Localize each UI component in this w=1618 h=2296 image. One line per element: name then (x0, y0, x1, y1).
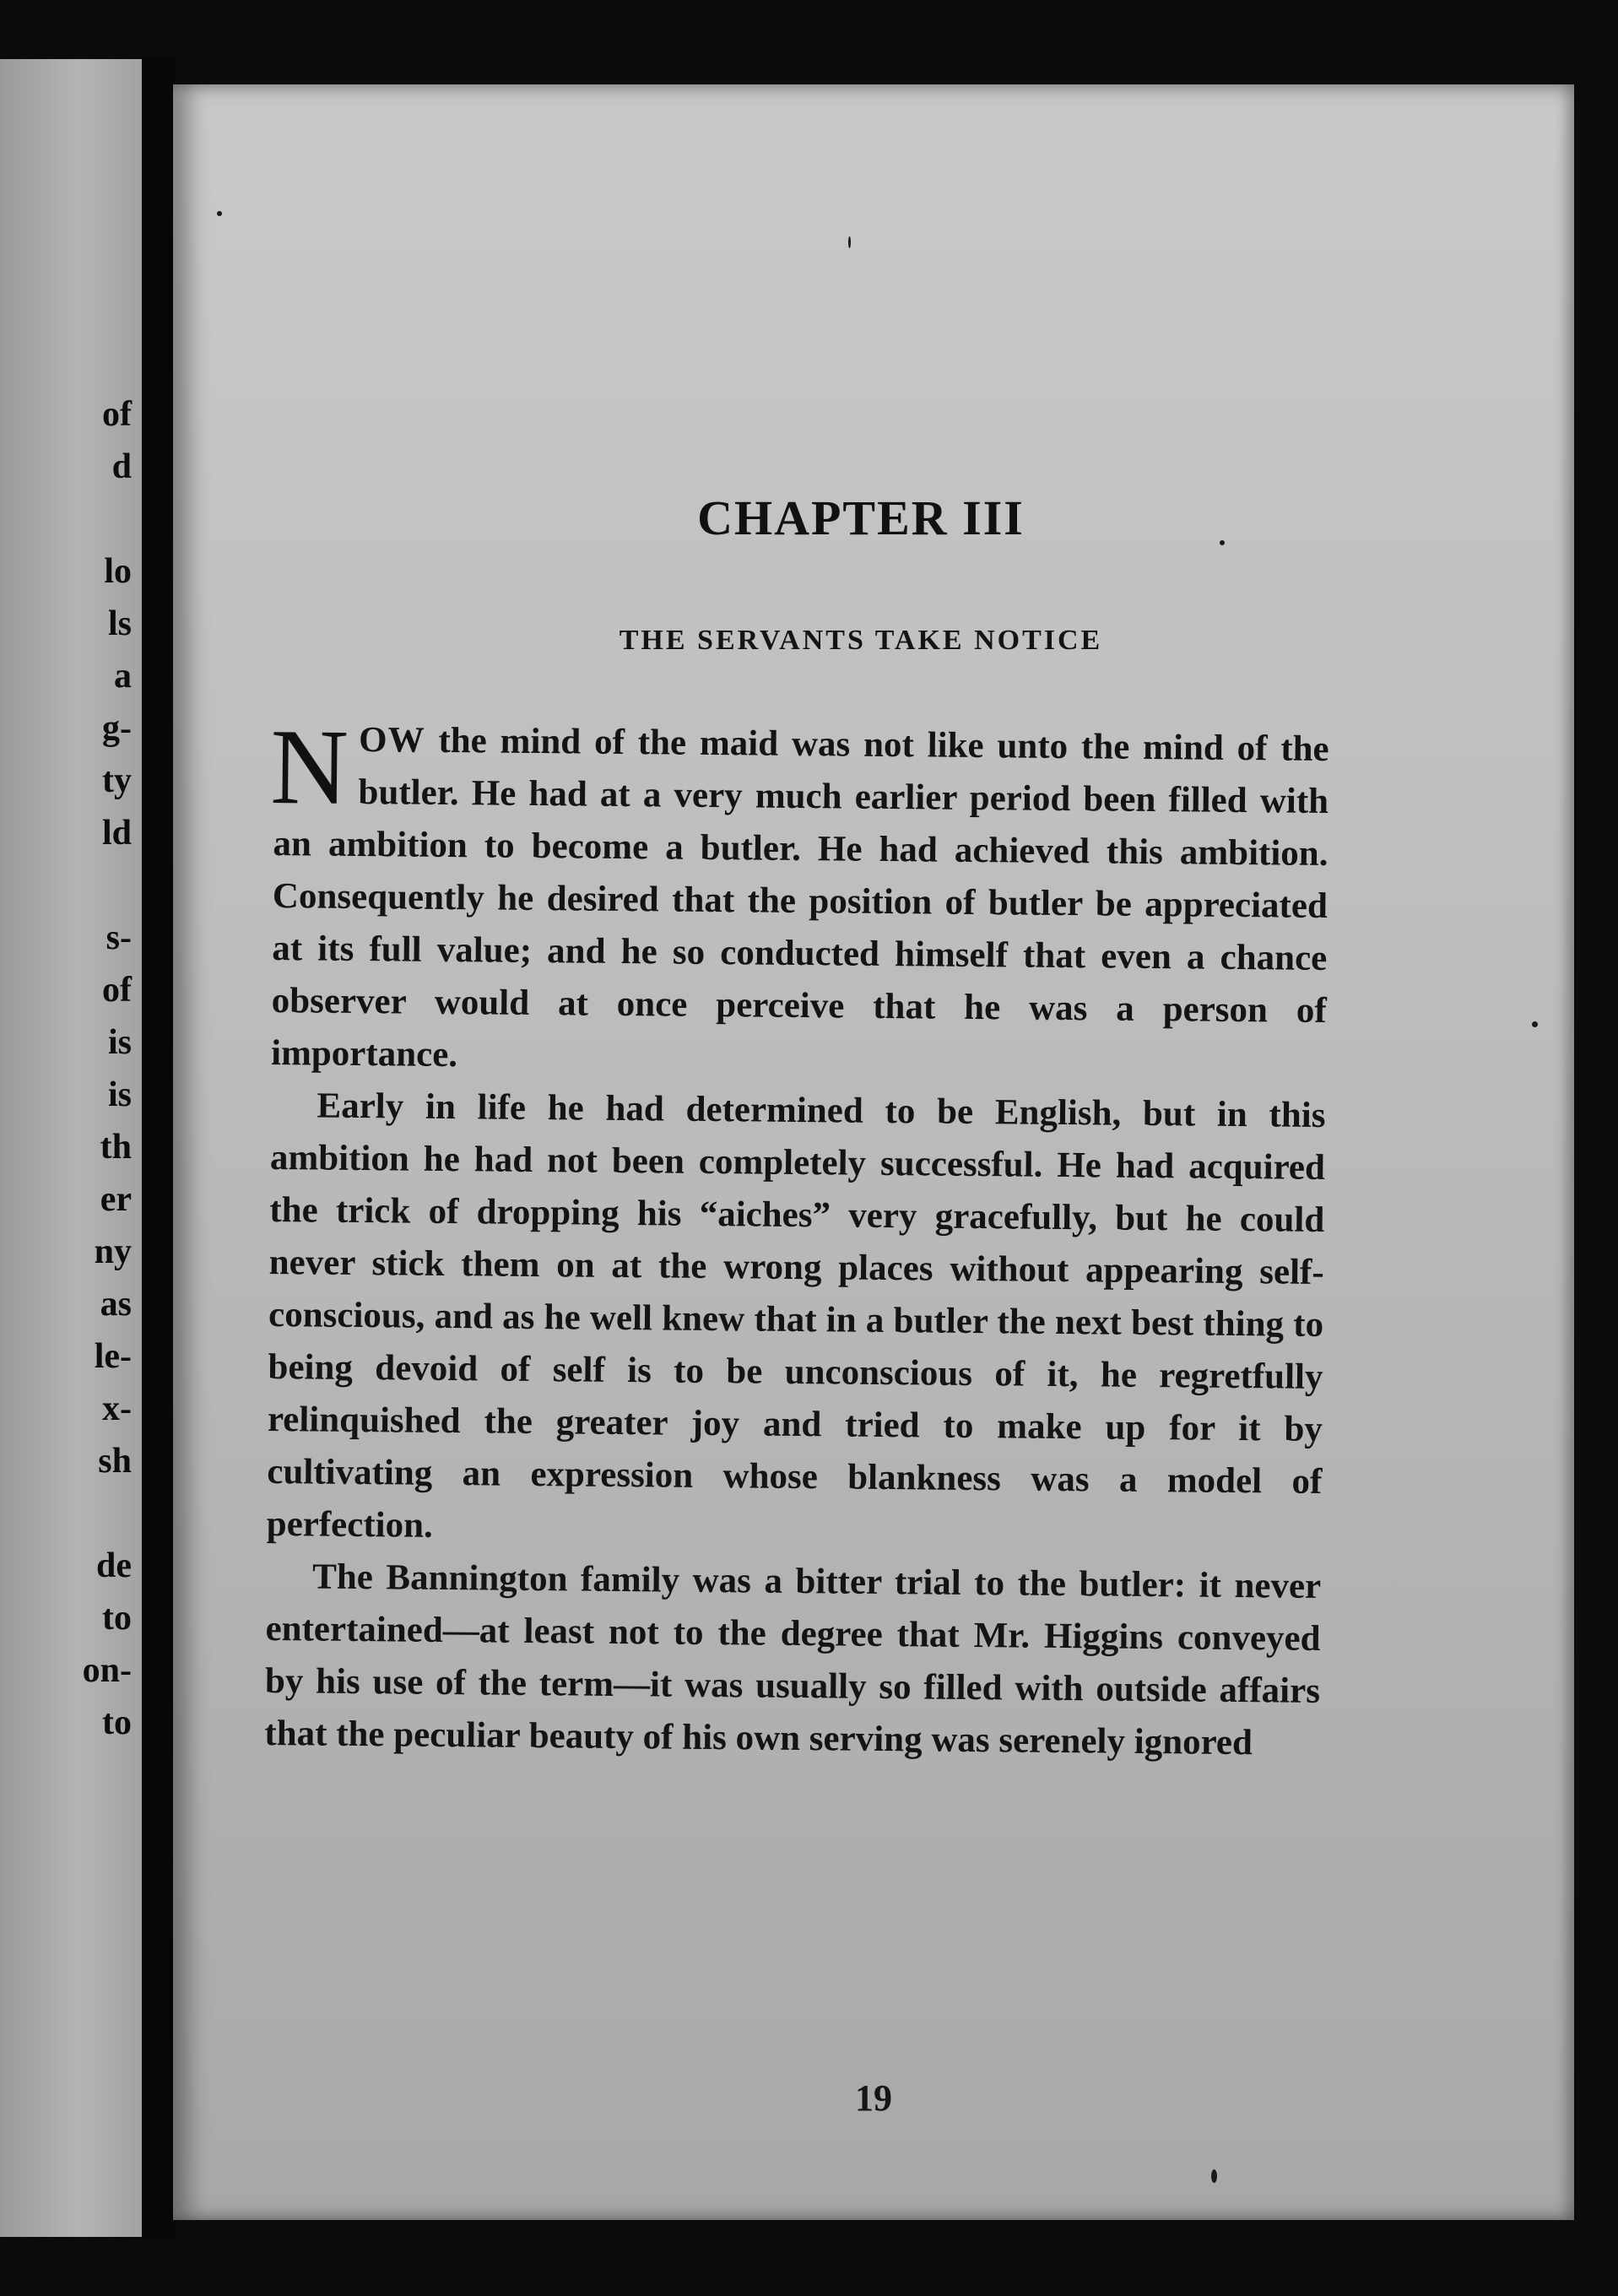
left-facing-page (0, 59, 142, 2237)
left-fragment: of (102, 971, 132, 1010)
left-fragment: of (102, 395, 132, 434)
paragraph: Early in life he had determined to be English, but in this ambition he had not been completely successful. He had acquired the trick of dropping his “aiches” very gracefully, but he could never stick them on at the wrong places without appearing self-conscious, and as he well knew that in a butler the next best thing to being devoid of self is to be unconscious of it, he regretfully relinquished the greater joy and tried to make up for it by cultivating an expression whose blankness was a model of perfection. (266, 1086, 1326, 1546)
left-fragment: to (102, 1599, 132, 1638)
left-fragment: x- (102, 1389, 132, 1428)
left-fragment: ls (107, 604, 132, 643)
left-fragment: th (100, 1128, 132, 1167)
left-fragment (0, 493, 142, 545)
drop-cap: N (269, 706, 349, 827)
left-fragment: d (111, 447, 132, 486)
left-fragment: le- (94, 1337, 132, 1376)
left-fragment: as (100, 1285, 132, 1324)
paragraph (269, 706, 1329, 1090)
left-fragment: g- (102, 709, 132, 748)
chapter-title: THE SERVANTS TAKE NOTICE (619, 625, 1103, 656)
left-fragment: de (96, 1546, 132, 1585)
ink-speck (1211, 2169, 1217, 2183)
left-fragment: on- (82, 1651, 132, 1690)
paragraph-text: the mind of the maid was not like unto the mind of the butler. He had at a very much earlier period been filled with an ambition to become a butler. He had achieved this ambition. Consequently he desired that the position of butler be appreciated at its full value; and he so conducted himself that even a chance observer would at once perceive that he was a person of importance. (270, 720, 1329, 1075)
page-number: 19 (855, 2077, 892, 2119)
left-fragment: ny (94, 1232, 132, 1271)
left-fragment: sh (98, 1442, 132, 1481)
chapter-body (264, 706, 1329, 1770)
book-gutter (142, 59, 176, 2237)
left-fragment: ld (101, 814, 132, 853)
book-page (173, 84, 1574, 2220)
left-fragment: a (114, 657, 132, 696)
left-fragment: ty (102, 761, 132, 800)
ink-speck (848, 236, 851, 248)
left-fragment: is (107, 1023, 132, 1062)
paragraph: The Bannington family was a bitter trial to the butler: it never entertained—at least not to the degree that Mr. Higgins conveyed by his use of the term—it was usually so filled with outside affairs that the peculiar beauty of his own serving was serenely ignored (264, 1557, 1322, 1763)
left-fragment: is (107, 1075, 132, 1114)
left-fragment (0, 1487, 142, 1540)
left-fragment: s- (106, 918, 132, 957)
left-page-text-fragments (0, 388, 142, 1749)
left-fragment: er (100, 1180, 132, 1219)
left-fragment: lo (104, 552, 132, 591)
opening-word: OW (358, 719, 425, 761)
chapter-heading: CHAPTER III (697, 490, 1025, 545)
ink-speck (1220, 540, 1225, 545)
ink-speck (217, 211, 222, 216)
left-fragment: to (102, 1703, 132, 1742)
ink-speck (1532, 1021, 1538, 1027)
left-fragment (0, 859, 142, 912)
